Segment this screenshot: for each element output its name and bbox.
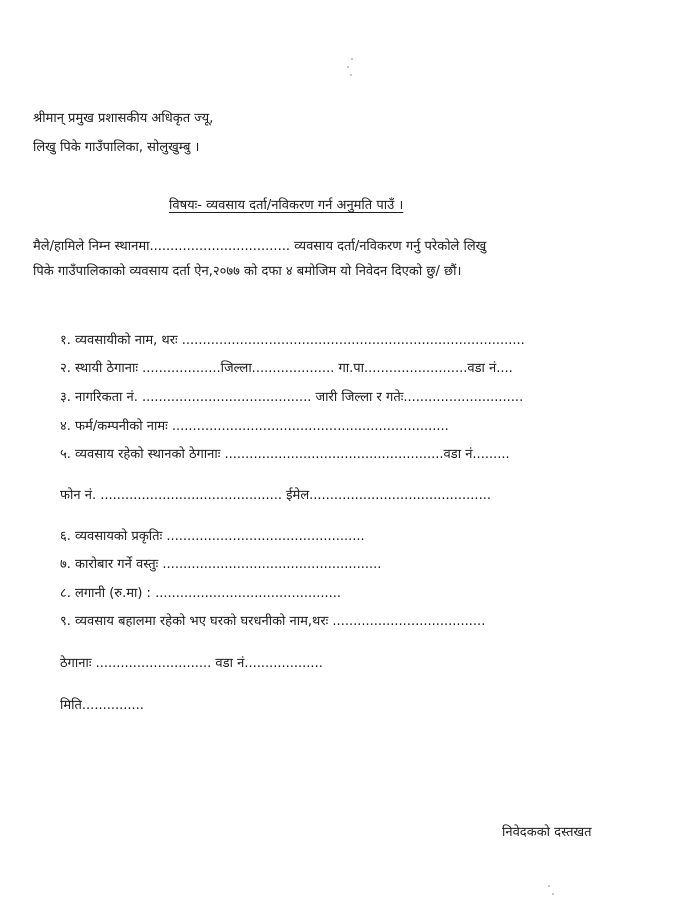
field-permanent-address: २. स्थायी ठेगानाः ...................जिल्ला.................... गा.पा.........................वडा नं.... — [60, 361, 513, 376]
scan-speck — [347, 66, 349, 68]
scan-speck — [548, 885, 550, 887]
recipient-line-2: लिखु पिके गाउँपालिका, सोलुखुम्बु । — [33, 140, 200, 155]
body-line-2: पिके गाउँपालिकाको व्यवसाय दर्ता ऐन,२०७७ को दफा ४ बमोजिम यो निवेदन दिएको छु/ छौं। — [33, 264, 462, 279]
field-investment: ८. लगानी (रु.मा) : ............................................. — [60, 586, 342, 601]
field-firm-name: ४. फर्म/कम्पनीको नामः ................................................................... — [60, 419, 449, 434]
field-citizenship-number: ३. नागरिकता नं. ......................................... जारी जिल्ला र गतेः............................. — [60, 390, 524, 405]
field-landlord-address: ठेगानाः ............................ वडा नं................... — [60, 656, 323, 671]
field-landlord-name: ९. व्यवसाय बहालमा रहेको भए घरको घरधनीको नाम,थरः ..................................... — [60, 614, 486, 629]
field-phone-email: फोन नं. ............................................ ईमेल............................................ — [60, 488, 491, 503]
scan-speck — [350, 74, 352, 76]
applicant-signature-label: निवेदकको दस्तखत — [502, 825, 592, 840]
scan-speck — [552, 893, 554, 895]
body-line-1: मैले/हामिले निम्न स्थानमा.................................. व्यवसाय दर्ता/नविकरण गर्नु परेकोले लिखु — [33, 239, 487, 254]
field-goods-traded: ७. कारोबार गर्ने वस्तुः ..................................................... — [60, 557, 382, 572]
field-business-nature: ६. व्यवसायको प्रकृतिः ................................................ — [60, 529, 365, 544]
field-business-owner-name: १. व्यवसायीको नाम, थरः ................................................................................... — [60, 333, 525, 348]
subject-line: विषयः- व्यवसाय दर्ता/नविकरण गर्न अनुमति पाउँ । — [169, 198, 404, 213]
field-date: मिति............... — [60, 698, 144, 713]
scan-speck — [351, 58, 353, 60]
field-business-location: ५. व्यवसाय रहेको स्थानको ठेगानाः .....................................................वडा नं......... — [60, 447, 510, 462]
recipient-line-1: श्रीमान् प्रमुख प्रशासकीय अधिकृत ज्यू, — [33, 111, 214, 126]
